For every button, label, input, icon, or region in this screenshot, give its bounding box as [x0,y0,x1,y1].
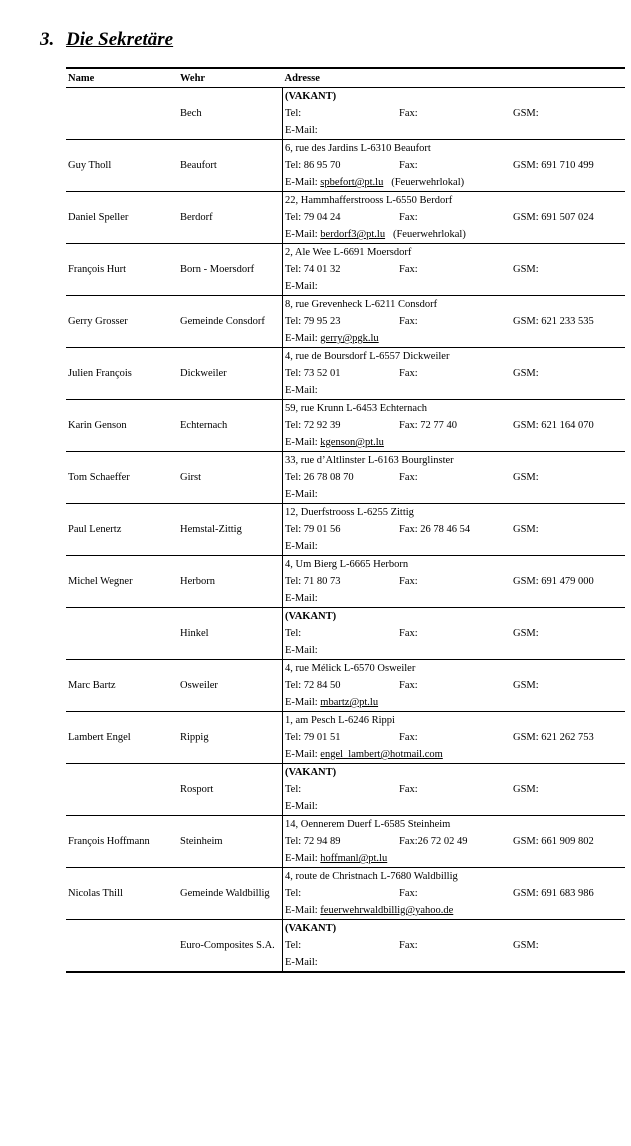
email-label: E-Mail: [285,489,318,500]
email-line [285,486,625,503]
secretary-name: Julien François [68,368,132,379]
phone-number: Tel: 72 94 89 [285,836,341,847]
email-line [285,174,625,191]
address-cell [283,140,626,192]
email-line [285,642,625,659]
secretary-name: François Hurt [68,264,127,275]
contact-line [285,781,625,798]
contact-line [285,625,625,642]
secretary-name: Marc Bartz [68,680,116,691]
email-line [285,590,625,607]
address-line: (VAKANT) [285,611,337,622]
table-row [66,712,625,764]
phone-number: Tel: [285,628,302,639]
phone-number: Tel: 79 04 24 [285,212,341,223]
phone-number: Tel: 71 80 73 [285,576,341,587]
address-cell [283,764,626,816]
fire-brigade-name: Herborn [180,576,215,587]
email-link[interactable]: berdorf3@pt.lu [320,229,386,240]
mobile-number: GSM: [513,628,539,639]
secretaries-table [66,67,625,973]
email-label: E-Mail: [285,645,318,656]
email-line [285,382,625,399]
mobile-number: GSM: [513,368,539,379]
section-number: 3. [40,29,55,50]
secretary-name: Tom Schaeffer [68,472,130,483]
fire-brigade-name: Steinheim [180,836,223,847]
email-label: E-Mail: [285,229,318,240]
secretary-name [66,920,178,973]
table-row [66,192,625,244]
secretary-name: Lambert Engel [68,732,131,743]
email-line [285,902,625,919]
fax-number: Fax: [399,940,418,951]
email-line [285,954,625,971]
address-cell [283,400,626,452]
address-cell [283,712,626,764]
contact-line [285,313,625,330]
phone-number: Tel: 86 95 70 [285,160,341,171]
fax-number: Fax: [399,316,418,327]
table-row [66,400,625,452]
fax-number: Fax:26 72 02 49 [399,836,468,847]
table-row [66,764,625,816]
phone-number: Tel: [285,108,302,119]
secretary-name: Guy Tholl [68,160,112,171]
fax-number: Fax: [399,368,418,379]
contact-line [285,937,625,954]
table-row [66,868,625,920]
secretary-name: François Hoffmann [68,836,150,847]
address-line: (VAKANT) [285,923,337,934]
address-line: 1, am Pesch L-6246 Rippi [285,715,395,726]
contact-line [285,677,625,694]
email-label: E-Mail: [285,177,318,188]
address-cell [283,88,626,140]
section-title: Die Sekretäre [66,29,174,50]
address-cell [283,504,626,556]
fire-brigade-name: Girst [180,472,201,483]
address-cell [283,608,626,660]
phone-number: Tel: 72 84 50 [285,680,341,691]
fax-number: Fax: [399,784,418,795]
fax-number: Fax: [399,732,418,743]
email-link[interactable]: hoffmanl@pt.lu [320,853,388,864]
mobile-number: GSM: [513,680,539,691]
email-link[interactable]: gerry@pgk.lu [320,333,379,344]
email-line [285,122,625,139]
fax-number: Fax: [399,472,418,483]
address-line: 4, rue de Boursdorf L-6557 Dickweiler [285,351,450,362]
fire-brigade-name: Rosport [180,784,214,795]
table-row [66,816,625,868]
address-cell [283,556,626,608]
email-line [285,798,625,815]
address-line: 4, rue Mélick L-6570 Osweiler [285,663,416,674]
address-line: 14, Oennerem Duerf L-6585 Steinheim [285,819,451,830]
phone-number: Tel: [285,888,302,899]
secretary-name [66,88,178,140]
email-link[interactable]: kgenson@pt.lu [320,437,384,448]
fire-brigade-name: Hemstal-Zittig [180,524,242,535]
table-row [66,88,625,140]
phone-number: Tel: 73 52 01 [285,368,341,379]
address-line: 8, rue Grevenheck L-6211 Consdorf [285,299,438,310]
email-link[interactable]: engel_lambert@hotmail.com [320,749,443,760]
secretary-name: Paul Lenertz [68,524,122,535]
table-row [66,348,625,400]
secretary-name: Michel Wegner [68,576,133,587]
address-cell [283,660,626,712]
address-line: 22, Hammhafferstrooss L-6550 Berdorf [285,195,453,206]
email-line [285,434,625,451]
email-link[interactable]: feuerwehrwaldbillig@yahoo.de [320,905,454,916]
email-label: E-Mail: [285,125,318,136]
secretary-name: Nicolas Thill [68,888,123,899]
table-row [66,556,625,608]
column-header-wehr: Wehr [178,68,283,88]
fax-number: Fax: [399,680,418,691]
mobile-number: GSM: 621 164 070 [513,420,594,431]
email-label: E-Mail: [285,697,318,708]
secretary-name: Gerry Grosser [68,316,128,327]
email-line [285,226,625,243]
secretary-name [66,608,178,660]
fax-number: Fax: [399,576,418,587]
contact-line [285,521,625,538]
phone-number: Tel: 79 01 56 [285,524,341,535]
fax-number: Fax: [399,264,418,275]
phone-number: Tel: 74 01 32 [285,264,341,275]
fax-number: Fax: [399,108,418,119]
contact-line [285,157,625,174]
email-line [285,850,625,867]
fire-brigade-name: Dickweiler [180,368,227,379]
phone-number: Tel: [285,940,302,951]
mobile-number: GSM: [513,108,539,119]
address-line: 6, rue des Jardins L-6310 Beaufort [285,143,431,154]
table-row [66,920,625,973]
contact-line [285,417,625,434]
fax-number: Fax: 26 78 46 54 [399,524,471,535]
mobile-number: GSM: 661 909 802 [513,836,594,847]
secretary-name [66,764,178,816]
address-line: 12, Duerfstrooss L-6255 Zittig [285,507,414,518]
email-label: E-Mail: [285,333,318,344]
fire-brigade-name: Born - Moersdorf [180,264,255,275]
contact-line [285,885,625,902]
fire-brigade-name: Beaufort [180,160,217,171]
mobile-number: GSM: 621 233 535 [513,316,594,327]
address-line: 59, rue Krunn L-6453 Echternach [285,403,427,414]
email-label: E-Mail: [285,957,318,968]
fire-brigade-name: Berdorf [180,212,213,223]
secretary-name: Daniel Speller [68,212,129,223]
fax-number: Fax: [399,160,418,171]
address-cell [283,244,626,296]
fire-brigade-name: Rippig [180,732,209,743]
address-line: 2, Ale Wee L-6691 Moersdorf [285,247,412,258]
address-line: 33, rue d’Altlinster L-6163 Bourglinster [285,455,454,466]
phone-number: Tel: 79 01 51 [285,732,341,743]
address-cell [283,348,626,400]
mobile-number: GSM: [513,940,539,951]
email-line [285,746,625,763]
secretary-name: Karin Genson [68,420,127,431]
address-cell [283,296,626,348]
contact-line [285,833,625,850]
address-line: 4, Um Bierg L-6665 Herborn [285,559,409,570]
email-line [285,278,625,295]
table-row [66,140,625,192]
contact-line [285,261,625,278]
email-label: E-Mail: [285,385,318,396]
mobile-number: GSM: 691 710 499 [513,160,594,171]
table-row [66,504,625,556]
address-line: (VAKANT) [285,91,337,102]
fax-number: Fax: [399,628,418,639]
address-cell [283,192,626,244]
table-row [66,244,625,296]
fire-brigade-name: Hinkel [180,628,209,639]
email-link[interactable]: mbartz@pt.lu [320,697,379,708]
email-link[interactable]: spbefort@pt.lu [320,177,384,188]
email-label: E-Mail: [285,905,318,916]
table-row [66,452,625,504]
mobile-number: GSM: [513,264,539,275]
fax-number: Fax: [399,888,418,899]
email-line [285,538,625,555]
table-header-row [66,68,625,88]
contact-line [285,105,625,122]
mobile-number: GSM: [513,524,539,535]
address-cell [283,816,626,868]
fax-number: Fax: [399,212,418,223]
contact-line [285,469,625,486]
email-label: E-Mail: [285,853,318,864]
fire-brigade-name: Gemeinde Waldbillig [180,888,270,899]
contact-line [285,729,625,746]
address-cell [283,452,626,504]
fire-brigade-name: Osweiler [180,680,218,691]
table-row [66,608,625,660]
email-label: E-Mail: [285,541,318,552]
email-label: E-Mail: [285,281,318,292]
email-label: E-Mail: [285,801,318,812]
phone-number: Tel: [285,784,302,795]
email-line [285,330,625,347]
address-cell [283,868,626,920]
table-row [66,660,625,712]
email-note: (Feuerwehrlokal) [392,229,466,240]
mobile-number: GSM: 621 262 753 [513,732,594,743]
address-line: 4, route de Christnach L-7680 Waldbillig [285,871,458,882]
mobile-number: GSM: [513,472,539,483]
email-label: E-Mail: [285,437,318,448]
fire-brigade-name: Gemeinde Consdorf [180,316,265,327]
fire-brigade-name: Euro-Composites S.A. [180,940,275,951]
contact-line [285,573,625,590]
contact-line [285,209,625,226]
column-header-adresse: Adresse [283,68,626,88]
email-label: E-Mail: [285,593,318,604]
mobile-number: GSM: 691 683 986 [513,888,594,899]
table-row [66,296,625,348]
phone-number: Tel: 26 78 08 70 [285,472,354,483]
phone-number: Tel: 79 95 23 [285,316,341,327]
address-cell [283,920,626,973]
contact-line [285,365,625,382]
email-note: (Feuerwehrlokal) [391,177,465,188]
email-label: E-Mail: [285,749,318,760]
section-heading [40,29,173,51]
column-header-name: Name [66,68,178,88]
mobile-number: GSM: 691 507 024 [513,212,594,223]
fax-number: Fax: 72 77 40 [399,420,458,431]
mobile-number: GSM: 691 479 000 [513,576,594,587]
address-line: (VAKANT) [285,767,337,778]
mobile-number: GSM: [513,784,539,795]
fire-brigade-name: Echternach [180,420,228,431]
email-line [285,694,625,711]
fire-brigade-name: Bech [180,108,202,119]
phone-number: Tel: 72 92 39 [285,420,341,431]
